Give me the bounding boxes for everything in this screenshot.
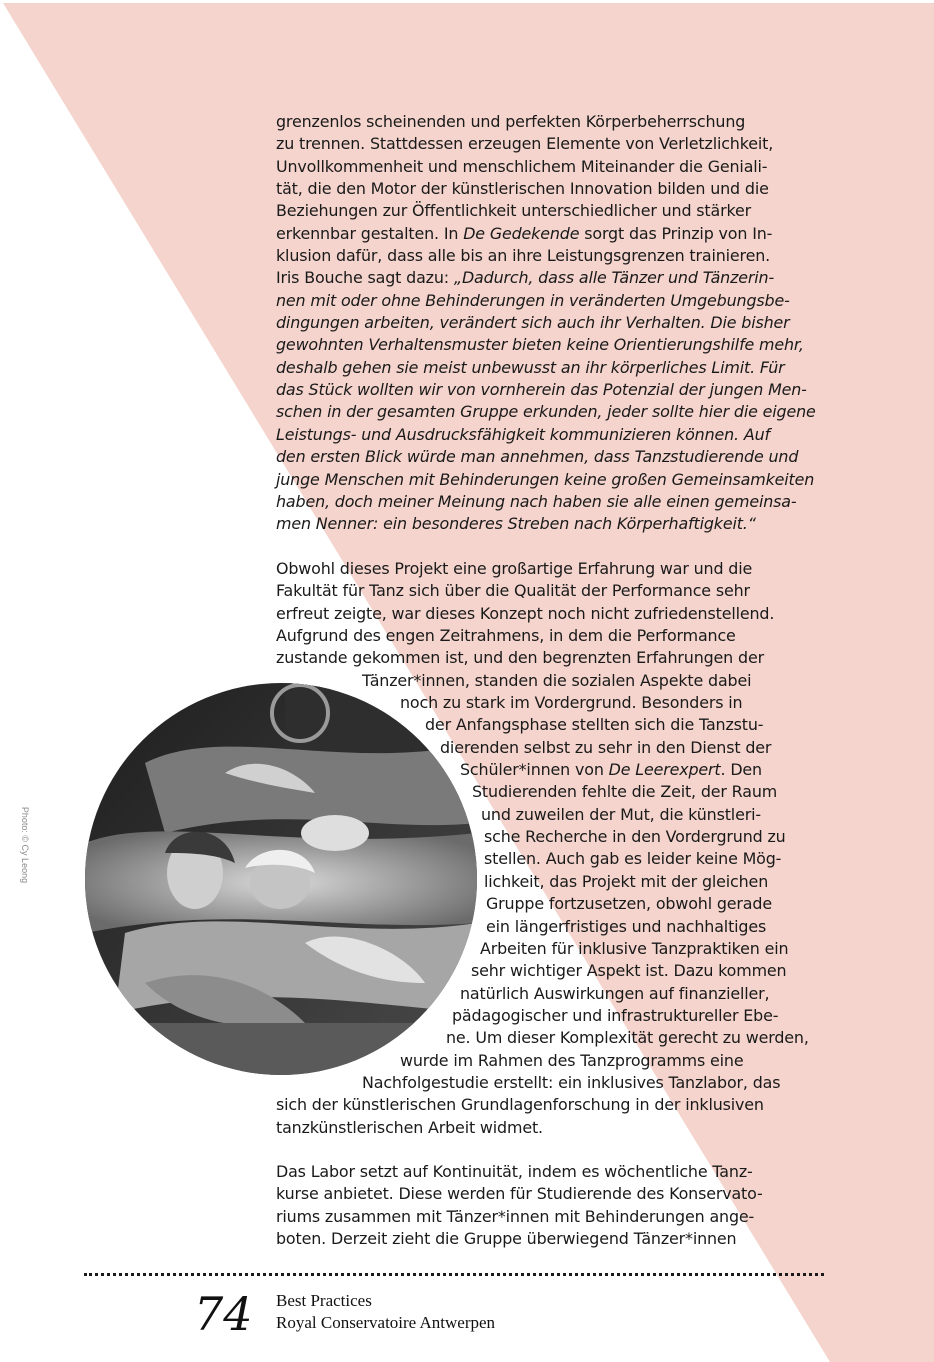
- photo-credit: Photo: © Cy Leong: [20, 806, 30, 884]
- text-line: Iris Bouche sagt dazu: „Dadurch, dass alle Tänzer und Tänzerin-: [276, 268, 775, 288]
- text-line: Beziehungen zur Öffentlichkeit unterschiedlicher und stärker: [276, 201, 751, 221]
- text-line: haben, doch meiner Meinung nach haben sie alle einen gemeinsa-: [276, 491, 797, 511]
- text-line: erfreut zeigte, war dieses Konzept noch nicht zufriedenstellend.: [276, 603, 775, 623]
- body-paragraph-3: [276, 1161, 836, 1250]
- text-line: dingungen arbeiten, verändert sich auch ihr Verhalten. Die bisher: [276, 313, 790, 333]
- text-line: Aufgrund des engen Zeitrahmens, in dem die Performance: [276, 626, 736, 646]
- text-line: erkennbar gestalten. In De Gedekende sorgt das Prinzip von In-: [276, 223, 773, 243]
- text-line: Leistungs- und Ausdrucksfähigkeit kommunizieren können. Auf: [276, 424, 770, 444]
- text-line: schen in der gesamten Gruppe erkunden, jeder sollte hier die eigene: [276, 402, 816, 422]
- text-line: klusion dafür, dass alle bis an ihre Leistungsgrenzen trainieren.: [276, 246, 771, 266]
- text-line: ne. Um dieser Komplexität gerecht zu werden,: [446, 1028, 809, 1048]
- text-line: wurde im Rahmen des Tanzprogramms eine: [400, 1050, 744, 1070]
- footer-running-title: [276, 1290, 495, 1334]
- text-line: men Nenner: ein besonderes Streben nach Körperhaftigkeit.“: [276, 514, 756, 534]
- text-line: Schüler*innen von De Leerexpert. Den: [460, 760, 762, 780]
- text-line: dierenden selbst zu sehr in den Dienst der: [440, 737, 772, 757]
- text-line: nen mit oder ohne Behinderungen in veränderten Umgebungsbe-: [276, 290, 790, 310]
- text-line: deshalb gehen sie meist unbewusst an ihr körperliches Limit. Für: [276, 357, 785, 377]
- text-line: pädagogischer und infrastruktureller Ebe-: [452, 1005, 779, 1025]
- text-line: Studierenden fehlte die Zeit, der Raum: [472, 782, 778, 802]
- text-line: Arbeiten für inklusive Tanzpraktiken ein: [480, 938, 789, 958]
- text-line: tanzkünstlerischen Arbeit widmet.: [276, 1117, 543, 1137]
- text-line: das Stück wollten wir von vornherein das Potenzial der jungen Men-: [276, 380, 807, 400]
- text-line: Fakultät für Tanz sich über die Qualität der Performance sehr: [276, 581, 750, 601]
- text-line: sich der künstlerischen Grundlagenforschung in der inklusiven: [276, 1095, 764, 1115]
- text-line: Tänzer*innen, standen die sozialen Aspekte dabei: [362, 670, 752, 690]
- text-line: gewohnten Verhaltensmuster bieten keine Orientierungshilfe mehr,: [276, 335, 804, 355]
- text-line: stellen. Auch gab es leider keine Mög-: [484, 849, 782, 869]
- text-line: Gruppe fortzusetzen, obwohl gerade: [486, 894, 772, 914]
- text-line: ein längerfristiges und nachhaltiges: [486, 916, 767, 936]
- footer-institution: Royal Conservatoire Antwerpen: [276, 1313, 496, 1332]
- text-line: zu trennen. Stattdessen erzeugen Elemente von Verletzlichkeit,: [276, 134, 774, 154]
- text-line: der Anfangsphase stellten sich die Tanzstu-: [425, 715, 764, 735]
- text-line: grenzenlos scheinenden und perfekten Körperbeherrschung: [276, 112, 746, 131]
- text-line: kurse anbietet. Diese werden für Studierende des Konservato-: [276, 1184, 763, 1204]
- text-line: Obwohl dieses Projekt eine großartige Erfahrung war und die: [276, 559, 753, 578]
- text-line: tät, die den Motor der künstlerischen Innovation bilden und die: [276, 179, 769, 199]
- body-paragraph-1: [276, 111, 836, 536]
- text-line: zustande gekommen ist, und den begrenzten Erfahrungen der: [276, 648, 764, 668]
- text-line: natürlich Auswirkungen auf finanzieller,: [460, 983, 770, 1003]
- text-line: lichkeit, das Projekt mit der gleichen: [484, 871, 769, 891]
- text-line: sehr wichtiger Aspekt ist. Dazu kommen: [471, 961, 787, 981]
- text-line: Unvollkommenheit und menschlichem Miteinander die Geniali-: [276, 156, 768, 176]
- text-line: den ersten Blick würde man annehmen, dass Tanzstudierende und: [276, 447, 799, 467]
- text-line: junge Menschen mit Behinderungen keine großen Gemeinsamkeiten: [276, 469, 815, 489]
- text-line: noch zu stark im Vordergrund. Besonders in: [400, 693, 743, 713]
- footer-section-title: Best Practices: [276, 1291, 372, 1310]
- text-line: boten. Derzeit zieht die Gruppe überwiegend Tänzer*innen: [276, 1229, 737, 1249]
- page-number: 74: [194, 1287, 253, 1341]
- text-line: sche Recherche in den Vordergrund zu: [484, 827, 786, 847]
- dancers-photo: [85, 683, 477, 1075]
- text-line: und zuweilen der Mut, die künstleri-: [481, 804, 761, 824]
- footer-dotted-rule: [84, 1273, 824, 1276]
- text-line: riums zusammen mit Tänzer*innen mit Behinderungen ange-: [276, 1206, 755, 1226]
- text-line: Nachfolgestudie erstellt: ein inklusives Tanzlabor, das: [362, 1072, 781, 1092]
- text-line: Das Labor setzt auf Kontinuität, indem es wöchentliche Tanz-: [276, 1162, 753, 1181]
